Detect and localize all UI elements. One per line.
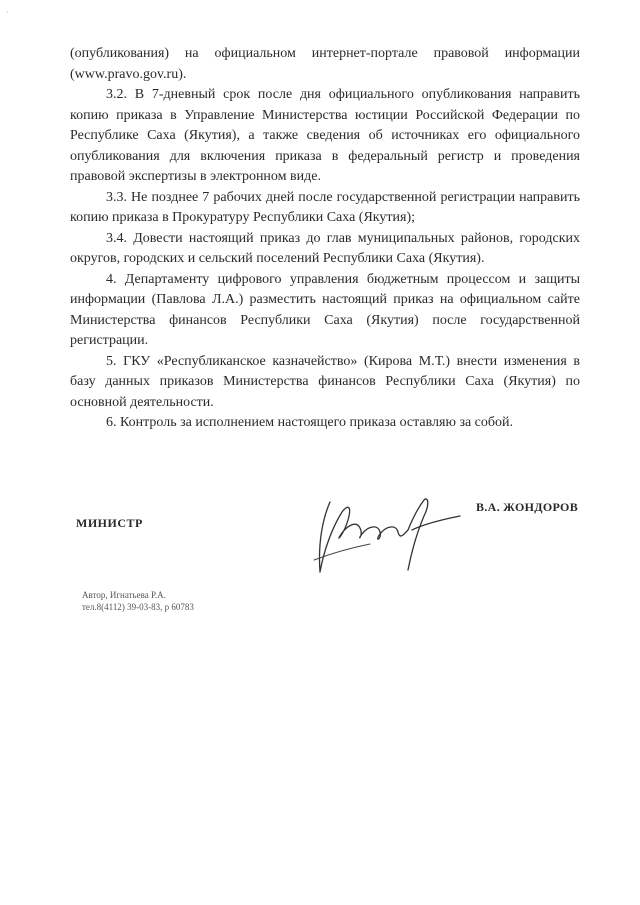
paragraph-3-4: 3.4. Довести настоящий приказ до глав муниципальных районов, городских округов, городских и сельский поселений Республики Саха (Якутия).	[70, 230, 580, 266]
signer-title: МИНИСТР	[76, 516, 143, 530]
paragraph-5: 5. ГКУ «Республиканское казначейство» (Кирова М.Т.) внести изменения в базу данных приказов Министерства финансов Республики Саха (Якутия) по основной деятельности.	[70, 353, 580, 410]
scan-corner-mark: ·	[6, 8, 9, 17]
signer-name: В.А. ЖОНДОРОВ	[476, 500, 578, 514]
paragraph-3-3: 3.3. Не позднее 7 рабочих дней после государственной регистрации направить копию приказа в Прокуратуру Республики Саха (Якутия);	[70, 189, 580, 225]
signature-block	[0, 490, 640, 580]
handwritten-signature	[300, 490, 470, 580]
document-body	[70, 44, 580, 434]
author-phone: тел.8(4112) 39-03-83, р 60783	[82, 602, 194, 612]
author-info	[82, 589, 194, 613]
paragraph-4: 4. Департаменту цифрового управления бюджетным процессом и защиты информации (Павлова Л.А.) разместить настоящий приказ на официальном сайте Министерства финансов Республики Саха (Якутия) после государственной регистрации.	[70, 271, 580, 348]
paragraph-6: 6. Контроль за исполнением настоящего приказа оставляю за собой.	[106, 415, 514, 430]
author-name: Автор, Игнатьева Р.А.	[82, 590, 166, 600]
paragraph-3-2: 3.2. В 7-дневный срок после дня официального опубликования направить копию приказа в Управление Министерства юстиции Российской Федерации по Республике Саха (Якутия), а также сведения об источниках его официального опубликования для включения приказа в федеральный регистр и проведения правовой экспертизы в электронном виде.	[70, 87, 580, 184]
paragraph-publication-portal: (опубликования) на официальном интернет-портале правовой информации (www.pravo.gov.ru).	[70, 46, 580, 82]
